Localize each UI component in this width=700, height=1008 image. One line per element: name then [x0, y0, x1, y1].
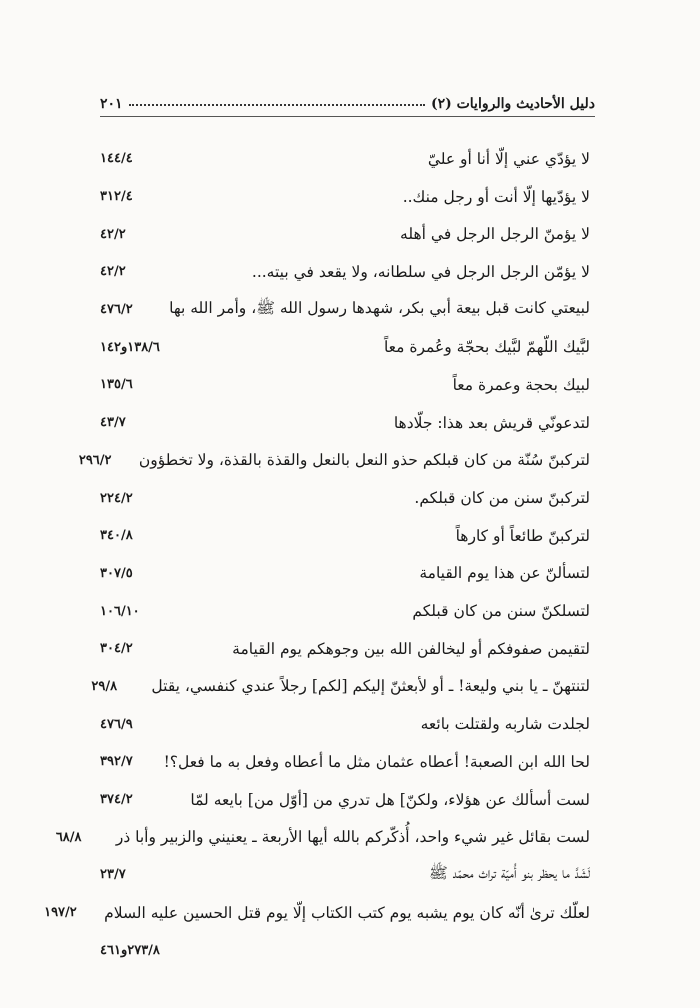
entry-text: لعلّك ترىٰ أنّه كان يوم يشبه يوم كتب الكتاب إلّا يوم قتل الحسين عليه السلام	[104, 903, 590, 922]
entry-text: لبَّيك اللّهمّ لبَّيك بحجّة وعُمرة معاً	[383, 338, 590, 357]
index-entry	[100, 517, 590, 555]
entry-text: لست بقائل غير شيء واحد، أُذكّركم بالله أيها الأربعة ـ يعنيني والزبير وأبا ذر	[115, 828, 590, 847]
entry-reference: ٣٠٤/٢	[100, 641, 133, 657]
index-entry	[100, 328, 590, 366]
index-entry	[100, 931, 590, 969]
index-entry	[100, 253, 590, 291]
entry-text: لست أسألك عن هؤلاء، ولكنّ] هل تدري من [أوّل من] بايعه لمّا	[190, 790, 590, 809]
entry-text: لتسألنّ عن هذا يوم القيامة	[419, 564, 590, 583]
index-entry	[44, 894, 590, 932]
entry-reference: ١٣٨/٦و١٤٢	[100, 339, 160, 355]
entry-reference: ٣٧٤/٢	[100, 792, 133, 808]
index-entry	[100, 592, 590, 630]
index-entry	[78, 442, 590, 480]
entry-text: لجلدت شاربه ولقتلت بائعه	[420, 715, 590, 734]
index-entry	[100, 366, 590, 404]
entry-reference: ٤٢/٢	[100, 226, 126, 242]
header-rule	[100, 116, 595, 117]
entry-text: لَشَدَّ ما يحظر بنو أُميّة تراث محمّد ﷺ	[428, 864, 590, 883]
index-entry	[100, 140, 590, 178]
index-entry	[100, 705, 590, 743]
index-entry	[100, 630, 590, 668]
index-entry	[100, 178, 590, 216]
entry-reference: ١٤٤/٤	[100, 151, 133, 167]
entry-text: لحا الله ابن الصعبة! أعطاه عثمان مثل ما أعطاه وفعل به ما فعل؟!	[163, 752, 590, 771]
index-entry	[100, 291, 590, 329]
index-entry	[100, 479, 590, 517]
index-entry	[100, 404, 590, 442]
entry-reference: ١٣٥/٦	[100, 377, 133, 393]
entry-reference: ٦٨/٨	[55, 829, 82, 845]
entry-text: لتسلكنّ سنن من كان قبلكم	[412, 602, 590, 621]
entry-reference: ٣٠٧/٥	[100, 565, 133, 581]
book-title: دليل الأحاديث والروايات (٢)	[430, 96, 595, 112]
entry-reference: ٣٤٠/٨	[100, 528, 133, 544]
entry-text: لتنتهنّ ـ يا بني وليعة! ـ أو لأبعثنّ إليكم [لكم] رجلاً عندي كنفسي، يقتل	[151, 677, 590, 696]
entry-text: لبيعتي كانت قبل بيعة أبي بكر، شهدها رسول الله ﷺ، وأمر الله بها	[169, 299, 590, 318]
entry-reference: ٢٧٣/٨و٤٦١	[100, 942, 160, 958]
entry-reference: ٤٢/٢	[100, 264, 126, 280]
index-entry	[100, 743, 590, 781]
index-entries	[44, 140, 590, 969]
entry-reference: ٤٧٦/٩	[100, 716, 133, 732]
entry-text: لا يؤمنّ الرجل الرجل في أهله	[400, 225, 590, 244]
index-entry	[55, 818, 590, 856]
page-number: ٢٠١	[100, 96, 123, 112]
entry-reference: ٢٣/٧	[100, 867, 126, 883]
entry-reference: ١٩٧/٢	[44, 905, 77, 921]
index-entry	[100, 555, 590, 593]
index-entry	[91, 668, 590, 706]
entry-text: لا يؤدّيها إلّا أنت أو رجل منك..	[402, 187, 590, 206]
entry-text: لتدعونّي قريش بعد هذا: جلّادها	[393, 413, 590, 432]
leader-dots	[129, 104, 425, 106]
entry-reference: ٢٢٤/٢	[100, 490, 133, 506]
entry-reference: ٣٩٢/٧	[100, 754, 133, 770]
entry-text: لا يؤدّي عني إلّا أنا أو عليّ	[427, 149, 590, 168]
index-entry	[100, 856, 590, 894]
entry-text: لا يؤمّن الرجل الرجل في سلطانه، ولا يقعد في بيته...	[251, 262, 590, 281]
index-entry	[100, 215, 590, 253]
entry-reference: ٤٣/٧	[100, 415, 126, 431]
index-entry	[100, 781, 590, 819]
entry-reference: ٢٩٦/٢	[78, 452, 112, 468]
entry-reference: ٢٩/٨	[91, 678, 118, 694]
entry-text: لتقيمن صفوفكم أو ليخالفن الله بين وجوهكم يوم القيامة	[232, 639, 590, 658]
running-header	[100, 88, 595, 112]
entry-text: لتركبنّ سنن من كان قبلكم.	[414, 489, 590, 508]
entry-text: لبيك بحجة وعمرة معاً	[452, 375, 590, 394]
entry-text: لتركبنّ سُنّة من كان قبلكم حذو النعل بالنعل والقذة بالقذة، ولا تخطؤون	[138, 451, 590, 470]
entry-reference: ٣١٢/٤	[100, 189, 133, 205]
entry-reference: ١٠٦/١٠	[100, 603, 140, 619]
entry-reference: ٤٧٦/٢	[100, 302, 133, 318]
entry-text: لتركبنّ طائعاً أو كارهاً	[455, 526, 590, 545]
